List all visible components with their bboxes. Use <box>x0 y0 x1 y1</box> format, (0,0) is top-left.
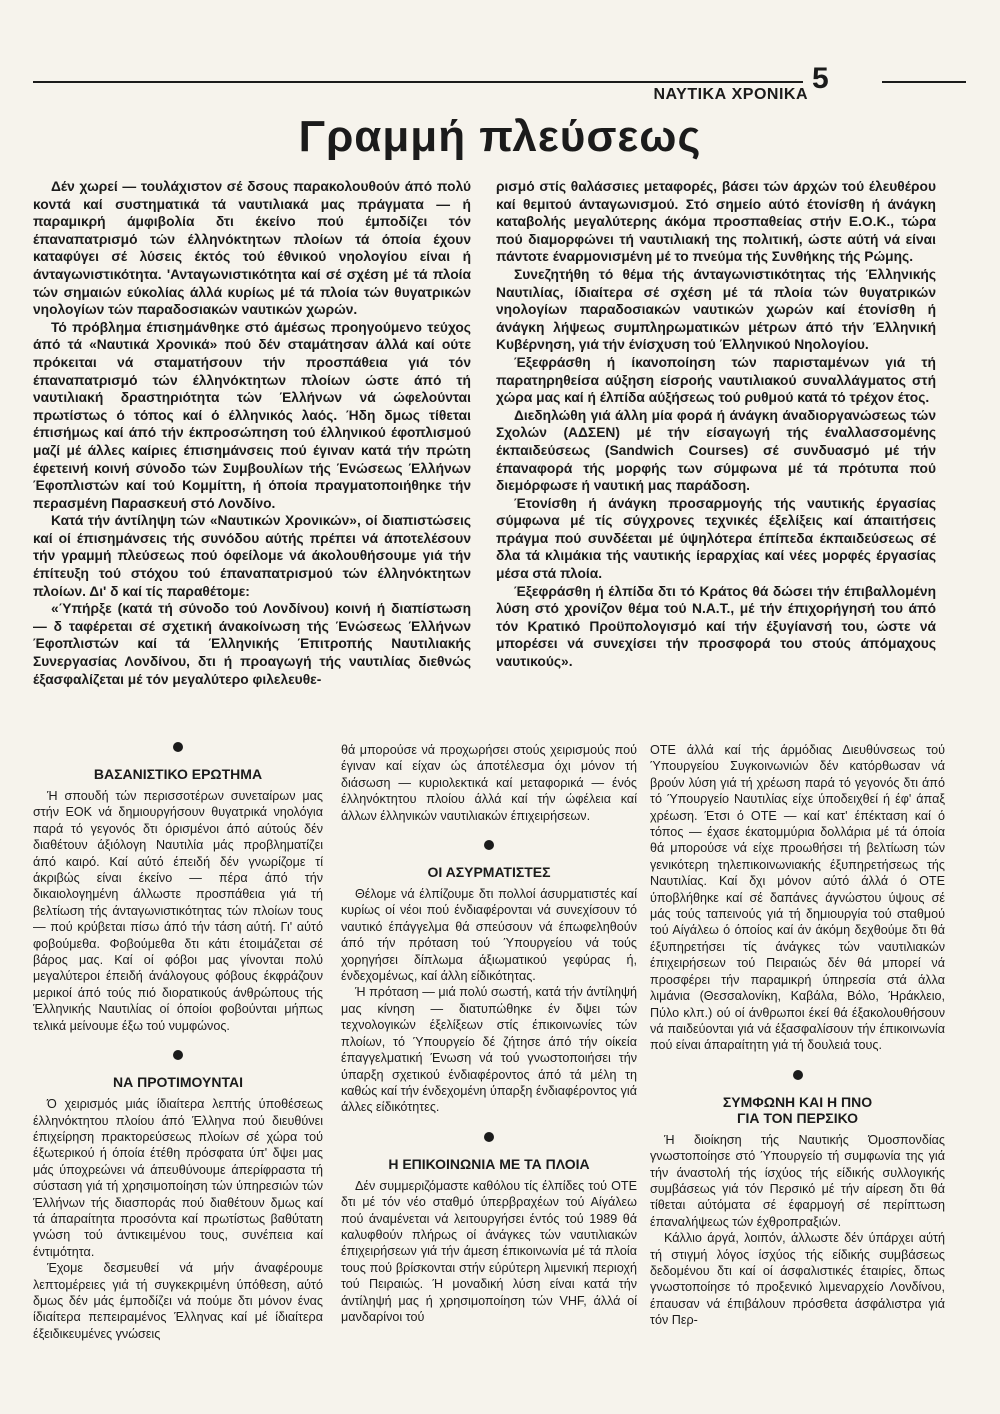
section-bullet <box>484 1132 494 1142</box>
headline: Γραμμή πλεύσεως <box>298 112 702 161</box>
section-bullet <box>173 1050 183 1060</box>
lead-paragraph: Τό πρόβλημα έπισημάνθηκε στό άμέσως προηγούμενο τεύχος άπό τά «Ναυτικά Χρονικά» πού δέν σταμάτησαν άλλά καί ούτε πρόκειται νά σταματήσουν τήν προσπάθεια γιά τόν έπαναπατρισμό τών έλληνόκτητων πλοίων ώστε άπό τή ναυτιλιακή δραστηριότητα τών Έλλήνων νά ώφελούνται πρωτίστως ό τόπος καί ό έλληνικός λαός. Ήδη δμως τίθεται έπισήμως καί άπό τήν έκπροσώπηση τού έλληνικού έφοπλισμού μαζί μέ άλλες καίριες έπισημάνσεις πού έγιναν κατά τήν πρώτη έφετεινή κοινή σύνοδο τών Συμβουλίων τής Ένώσεως Έλλήνων Έφοπλιστών καί τού Κομμίττη, ή όποία πραγματοποιήθηκε τήν περασμένη Παρασκευή στό Λονδίνο. <box>33 319 471 511</box>
section-title: ΝΑ ΠΡΟΤΙΜΟΥΝΤΑΙ <box>112 1074 243 1091</box>
section-title: ΣΥΜΦΩΝΗ ΚΑΙ Η ΠΝΟ <box>722 1093 873 1110</box>
section-text: Κάλλιο άργά, λοιπόν, άλλωστε δέν ύπάρχει αύτή τή στιγμή λόγος ίσχύος τής είδικής συμβάσεως δεδομένου δτι καί οί άσφαλιστικές έταιρίες, δπως γνωστοποίησε τό προξενικό λιμεναρχείο Λονδίνου, έπαυσαν νά έπιβάλουν πρόσθετα άσφάλιστρα γιά τόν Περ- <box>650 1231 945 1328</box>
lead-paragraph: Δέν χωρεί — τουλάχιστον σέ δσους παρακολουθούν άπό πολύ κοντά καί συστηματικά τά ναυτιλιακά μας πράγματα — ή παραμικρή άμφιβολία δτι έκείνο πού έμποδίζει τόν έπαναπατρισμό τών έλληνόκτητων πλοίων τά όποία έχουν καταφύγει σέ λύσεις έκτός τού έθνικού νηολογίου είναι ή άνταγωνιστικότητα. 'Ανταγωνιστικότητα καί σέ σχέση μέ τά πλοία τών σημαιών εύκολίας άλλά κυρίως μέ τά πλοία τών θυγατρικών νηολογίων τών παραδοσιακών ναυτικών χωρών. <box>33 179 471 318</box>
lead-paragraph: Έτονίσθη ή άνάγκη προσαρμογής τής ναυτικής έργασίας σύμφωνα μέ τίς σύγχρονες τεχνικές έξελίξεις καί άπαιτήσεις πράγμα πού συνδέεται μέ ύψηλότερα έπίπεδα έκπαιδεύσεως σέ δλα τά κλιμάκια τής ναυτικής ίεραρχίας καί νέες μορφές έργασίας μέσα στά πλοία. <box>496 495 936 582</box>
section-text: Ή σπουδή τών περισσοτέρων συνεταίρων μας στήν ΕΟΚ νά δημιουργήσουν θυγατρικά νηολόγια παρά τό γεγονός δτι όρισμένοι άπό αύτούς δέν διαθέτουν άξιόλογη Ναυτιλία μάς προβληματίζει άπό καιρό. Καί αύτό έπειδή δέν γνωρίζομε τί άκριβώς είναι έκείνο — πέρα άπό τήν δικαιολογημένη άλλωστε προσπάθεια γιά τή βελτίωση τής άνταγωνιστικότητας τών πλοίων τους— πού κρύβεται πίσω άπό τήν τάση αύτή. Γι' αύτό φοβούμεθα. Φοβούμεθα δτι κάτι έτοιμάζεται σέ βάρος μας. Καί οί φόβοι μας γίνονται πολύ μεγαλύτεροι έπειδή άνάλογους φόβους έκφράζουν μερικοί άπό τούς πιό διορατικούς άνθρώπους τής Έλληνικής Ναυτιλίας οί όποίοι φοβούνται μήπως τελικά μείνουμε έξω τού νυμφώνος. <box>33 789 323 1033</box>
section-text: Θέλομε νά έλπίζουμε δτι πολλοί άσυρματιστές καί κυρίως οί νέοι πού ένδιαφέρονται νά συνεχίσουν τό ναυτικό έπάγγελμα θά σπεύσουν νά έπωφεληθούν άπό τήν πρόταση τού Ύπουργείου νά τούς χορηγήσει δίπλωμα άξιωματικού γεφύρας ή, ένδεχομένως, καί άλλη είδικότητας. <box>341 887 637 984</box>
section-bullet <box>173 742 183 752</box>
section-title: ΓΙΑ ΤΟΝ ΠΕΡΣΙΚΟ <box>737 1109 858 1126</box>
section-text: Ή πρόταση — μιά πολύ σωστή, κατά τήν άντίληψή μας κίνηση — διατυπώθηκε έν δψει τών τεχνολογικών έξελίξεων στίς έπικοινωνίες τών πλοίων, τό Ύπουργείο δέ ζήτησε άπό τήν οίκεία έπαγγελματική Ένωση νά τού γνωστοποιήσει τήν ύπαρξη σχετικού ένδιαφέροντος άπό τά μέλη τη καθώς καί τήν ένδεχομένη ύπαρξη ένδιαφέροντος γιά άλλες είδικότητες. <box>341 985 637 1115</box>
section-text: Ό χειρισμός μιάς ίδιαίτερα λεπτής ύποθέσεως έλληνόκτητου πλοίου άπό Έλληνα πού διευθύνει έπιχείρηση πρακτορεύσεως πλοίων σέ χώρα τού έξωτερικού ή όποία έτέθη πρόσφατα ύπ' δψει μας μάς ύποχρεώνει νά άπευθύνουμε άπερίφραστα τή σύσταση γιά τή χρησιμοποίηση τών ύπηρεσιών τών Έλλήνων τής διασποράς πού διαθέτουν δμως καί τά άπαραίτητα προσόντα καί πρωτίστως βαθύτατη γνώση τού άντικειμένου τους, συνέπεια καί έντιμότητα. <box>33 1097 323 1259</box>
section-title: ΟΙ ΑΣΥΡΜΑΤΙΣΤΕΣ <box>427 864 551 881</box>
lead-paragraph: ρισμό στίς θαλάσσιες μεταφορές, βάσει τών άρχών τού έλευθέρου καί θεμιτού άνταγωνισμού. Στό σημείο αύτό έτονίσθη ή άνάγκη καταβολής μεγαλύτερης άκόμα προσπαθείας στήν Ε.Ο.Κ., τώρα πού διαμορφώνει τή ναυτιλιακή της πολιτική, ώστε αύτή νά είναι πάντοτε έναρμονισμένη μέ το πνεύμα τής Συνθήκης τής Ρώμης. <box>496 179 936 265</box>
lead-paragraph: Κατά τήν άντίληψη τών «Ναυτικών Χρονικών», οί διαπιστώσεις καί οί έπισημάνσεις τής συνόδου αύτής πρέπει νά άποτελέσουν τήν γραμμή πλεύσεως πού όφείλομε νά άκολουθήσουμε γιά τήν έπίτευξη τού στόχου τού έπαναπατρισμού τών έλληνόκτητων πλοίων. Δι' δ καί τίς παραθέτομε: <box>33 513 471 599</box>
lead-paragraph: Συνεζητήθη τό θέμα τής άνταγωνιστικότητας τής Έλληνικής Ναυτιλίας, ίδιαίτερα σέ σχέση μέ τά πλοία τών θυγατρικών νηολογίων παραδοσιακών ναυτικών χωρών καί έτονίσθη ή άνάγκη λήψεως συμπληρωματικών μέτρων άπό τήν Έλληνική Κυβέρνηση, γιά τήν ένίσχυση τού Έλληνικού Νηολογίου. <box>496 266 936 353</box>
column-1 <box>33 742 323 1404</box>
section-title: Η ΕΠΙΚΟΙΝΩΝΙΑ ΜΕ ΤΑ ΠΛΟΙΑ <box>388 1155 590 1172</box>
column-3 <box>650 742 945 1404</box>
section-text: ΟΤΕ άλλά καί τής άρμόδιας Διευθύνσεως τού Ύπουργείου Συγκοινωνιών δέν κατόρθωσαν νά βρούν λύση γιά τή χρέωση παρά τό γεγονός δτι άπό τό Ύπουργείο Ναυτιλίας είχε ύποδειχθεί ή έφ' άπαξ χρέωση. Έτσι ό ΟΤΕ — καί κατ' έπέκταση καί ό τόπος — έχασε έκατομμύρια δολλάρια μέ τά όποία θά μπορούσε νά είχε προωθήσει τή βελτίωση τών γενικότερη τηλεπικοινωνιακής έξυπηρετήσεως τής Ναυτιλίας. Καί δχι μόνον αύτό άλλά ό ΟΤΕ ύποβλήθηκε καί σέ δαπάνες άγνώστου ύψους σέ μάς τούς ταπεινούς γιά τή δημιουργία τού σταθμού τού Αίγάλεω ό όποίος καί άν άκόμη δεχθούμε δτι θά έξυπηρετήσει τίς άνάγκες τών ναυτιλιακών έπιχειρήσεων τού Πειραιώς δέν θά μπορεί νά προσφέρει τήν παραμικρή ύπηρεσία στά άλλα λιμάνια (Θεσσαλονίκη, Καβάλα, Βόλο, Ήράκλειο, Πύλο κλπ.) ού οί άνθρωποι έκεί θά έξακολουθήσουν νά παιδεύονται γιά νά έξασφαλίσουν τήν έπικοινωνία πού είναι άπαραίτητη γιά τή δουλειά τους. <box>650 743 945 1053</box>
header-rule-right <box>882 81 966 83</box>
section-bullet <box>484 840 494 850</box>
section-text: Ή διοίκηση τής Ναυτικής Όμοσπονδίας γνωστοποίησε στό Ύπουργείο τή συμφωνία της γιά τήν άναστολή τής ίσχύος τής είδικής συλλογικής συμβάσεως γιά τόν Περσικό μέ τήν αίρεση δτι θά τίθεται αύτόματα σέ έφαρμογή σέ περίπτωση έπαναλήψεως τών έχθροπραξιών. <box>650 1132 945 1229</box>
lead-paragraph: «Ύπήρξε (κατά τή σύνοδο τού Λονδίνου) κοινή ή διαπίστωση — δ ταφέρεται σέ σχετική άνακοίνωση τής Ένώσεως Έλλήνων Έφοπλιστών καί τά Έλληνικής Έπιτροπής Ναυτιλιακής Συνεργασίας Λονδίνου, δτι ή προαγωγή τής ναυτιλίας διεθνώς έξασφαλίζεται μέ τόν μεγαλύτερο φιλελευθε- <box>33 601 471 687</box>
section-text: Δέν συμμεριζόμαστε καθόλου τίς έλπίδες τού ΟΤΕ δτι μέ τόν νέο σταθμό ύπερβραχέων τού Αίγάλεω πού άναμένεται νά λειτουργήσει έντός τού 1989 θά καλυφθούν πλήρως οί άνάγκες τών ναυτιλιακών έπιχειρήσεων γιά τήν άμεση έπικοινωνία μέ τά πλοία τους πού βρίσκονται στήν εύρύτερη λιμενική περιοχή τού Πειραιώς. Ή μοναδική λύση είναι κατά τήν άντίληψή μας ή χρησιμοποίηση τών VHF, άλλά οί μανδαρίνοι τού <box>341 1178 637 1324</box>
section-title: ΒΑΣΑΝΙΣΤΙΚΟ ΕΡΩΤΗΜΑ <box>93 766 263 782</box>
section-text: θά μπορούσε νά προχωρήσει στούς χειρισμούς πού έγιναν καί είχαν ώς άποτέλεσμα όχι μόνον τή διάσωση — κυριολεκτικά καί μεταφορικά — ένός έλληνόκτητου πλοίου άλλά καί τήν ώφέλεια καί άλλων έλληνικών ναυτιλιακών έπιχειρήσεων. <box>341 743 637 823</box>
lead-paragraph: Διεδηλώθη γιά άλλη μία φορά ή άνάγκη άναδιοργανώσεως τών Σχολών (ΑΔΣΕΝ) μέ τήν είσαγωγή τής έναλλασσομένης έκπαιδεύσεως (Sandwich Courses) σέ συνδυασμό μέ τήν έπαναφορά τής μορφής των σύμφωνα μέ τά πρότυπα πού διεμόρφωσε ή ναυτική μας παράδοση. <box>496 407 936 494</box>
lead-paragraph: Έξεφράσθη ή έλπίδα δτι τό Κράτος θά δώσει τήν έπιβαλλομένη λύση στό χρονίζον θέμα τού Ν.Α.Τ., μέ τήν έπιχορήγησή του άπό τόν Κρατικό Προϋπολογισμό καί τήν έξυγίανσή του, ώστε νά μπορέσει νά συνεχίσει τήν προσφορά του στούς άπόμαχους ναυτικούς». <box>496 583 936 670</box>
page-number: 5 <box>812 62 829 95</box>
section-bullet <box>793 1070 803 1080</box>
publication-name: ΝΑΥΤΙΚΑ ΧΡΟΝΙΚΑ <box>653 86 808 103</box>
lead-column-left <box>33 178 471 738</box>
column-2 <box>341 742 637 1404</box>
section-text: Έχομε δεσμευθεί νά μήν άναφέρουμε λεπτομέρειες γιά τή συγκεκριμένη ύπόθεση, αύτό δμως δέν μάς έμποδίζει νά πούμε δτι μόνον ένας ίδιαίτερα πεπειραμένος Έλληνας καί μέ ίδιαίτερα έξειδικευμένες γνώσεις <box>33 1261 323 1341</box>
lead-column-right <box>496 178 936 738</box>
header-rule-left <box>33 81 803 83</box>
lead-paragraph: Έξεφράσθη ή ίκανοποίηση τών παρισταμένων γιά τή παρατηρηθείσα αύξηση είσροής ναυτιλιακού συναλλάγματος στή χώρα μας καί ή έλπίδα αύξήσεως τού ρυθμού κατά τό τρέχον έτος. <box>496 354 936 406</box>
